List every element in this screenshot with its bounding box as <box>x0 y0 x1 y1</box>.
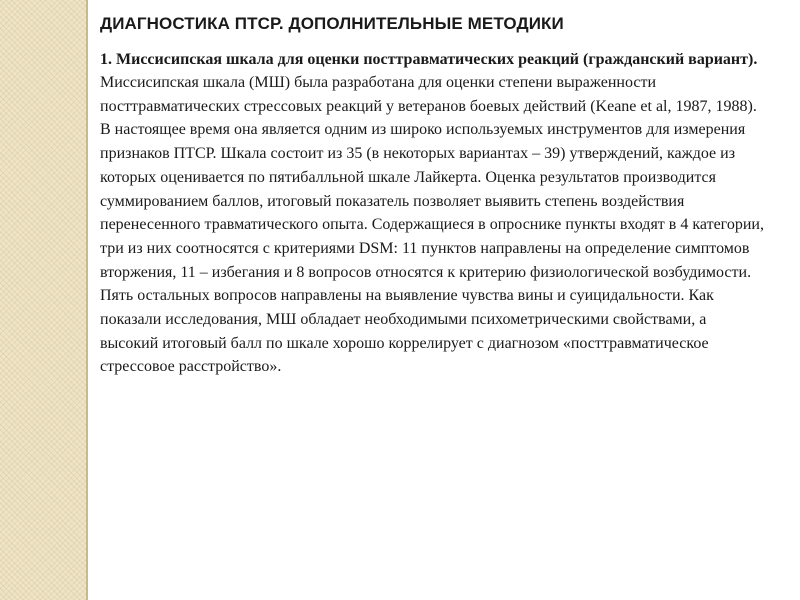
section-heading: 1. Миссисипская шкала для оценки посттравматических реакций (гражданский вариант). <box>100 51 758 68</box>
slide-content <box>100 14 765 379</box>
slide-title: ДИАГНОСТИКА ПТСР. ДОПОЛНИТЕЛЬНЫЕ МЕТОДИКИ <box>100 14 564 33</box>
decorative-left-band <box>0 0 86 600</box>
body-paragraph: Миссисипская шкала (МШ) была разработана для оценки степени выраженности посттравматических стрессовых реакций у ветеранов боевых действий (Keane et al, 1987, 1988). В настоящее время она является одним из широко используемых инструментов для измерения признаков ПТСР. Шкала состоит из 35 (в некоторых вариантах – 39) утверждений, каждое из которых оценивается по пятибалльной шкале Лайкерта. Оценка результатов производится суммированием баллов, итоговый показатель позволяет выявить степень воздействия перенесенного травматического опыта. Содержащиеся в опроснике пункты входят в 4 категории, три из них соотносятся с критериями DSM: 11 пунктов направлены на определение симптомов вторжения, 11 – избегания и 8 вопросов относятся к критерию физиологической возбудимости. Пять остальных вопросов направлены на выявление чувства вины и суицидальности. Как показали исследования, МШ обладает необходимыми психометрическими свойствами, а высокий итоговый балл по шкале хорошо коррелирует с диагнозом «посттравматическое стрессовое расстройство». <box>100 74 764 376</box>
decorative-divider <box>86 0 88 600</box>
